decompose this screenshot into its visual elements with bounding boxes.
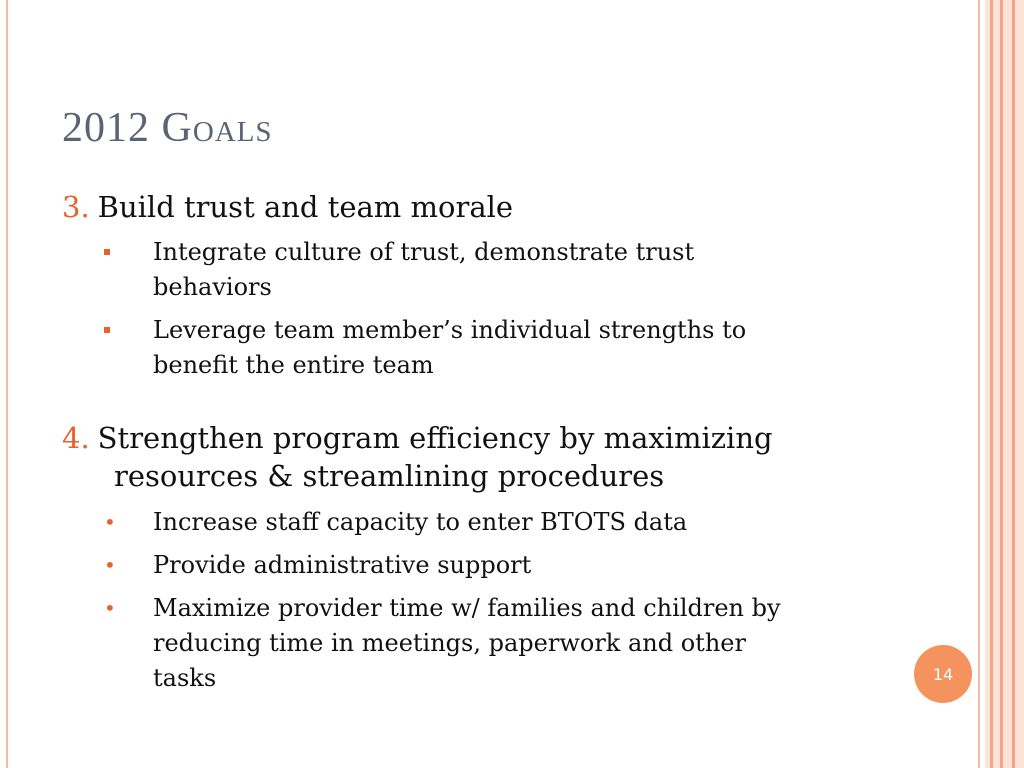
list-item bbox=[102, 235, 862, 305]
right-stripe bbox=[1012, 0, 1015, 768]
section-heading-text: Build trust and team morale bbox=[97, 190, 514, 224]
list-item-text: Provide administrative support bbox=[153, 551, 532, 579]
page-number-badge bbox=[914, 645, 972, 703]
list-item-text: behaviors bbox=[153, 273, 272, 301]
list-item-text: tasks bbox=[153, 664, 217, 692]
list-item-text: benefit the entire team bbox=[153, 351, 434, 379]
list-item-text: Integrate culture of trust, demonstrate trust bbox=[153, 238, 695, 266]
list-item-text: Leverage team member’s individual strengths to bbox=[153, 316, 747, 344]
section-number: 3. bbox=[62, 190, 90, 224]
list-item-text: Increase staff capacity to enter BTOTS data bbox=[153, 508, 688, 536]
list-item bbox=[102, 591, 862, 696]
section-heading-continued: resources & streamlining procedures bbox=[114, 459, 665, 493]
list-item-text: reducing time in meetings, paperwork and other bbox=[153, 629, 746, 657]
page-number: 14 bbox=[932, 664, 954, 684]
slide-title: 2012 Goals bbox=[62, 105, 273, 151]
right-frame-line bbox=[978, 0, 980, 768]
list-item bbox=[102, 505, 862, 540]
right-stripe bbox=[990, 0, 993, 768]
list-item-text: Maximize provider time w/ families and children by bbox=[153, 594, 781, 622]
section-heading bbox=[62, 419, 882, 495]
list-item bbox=[102, 313, 862, 383]
dot-bullet-icon: • bbox=[104, 596, 116, 620]
list-item bbox=[102, 548, 862, 583]
section-number: 4. bbox=[62, 421, 90, 455]
dot-bullet-icon: • bbox=[104, 553, 116, 577]
left-frame-line bbox=[6, 0, 8, 768]
section-heading bbox=[62, 188, 882, 226]
right-stripe bbox=[1000, 0, 1003, 768]
section-heading-text: Strengthen program efficiency by maximizing bbox=[97, 421, 773, 455]
square-bullet-icon bbox=[104, 249, 110, 255]
dot-bullet-icon: • bbox=[104, 510, 116, 534]
square-bullet-icon bbox=[104, 327, 110, 333]
